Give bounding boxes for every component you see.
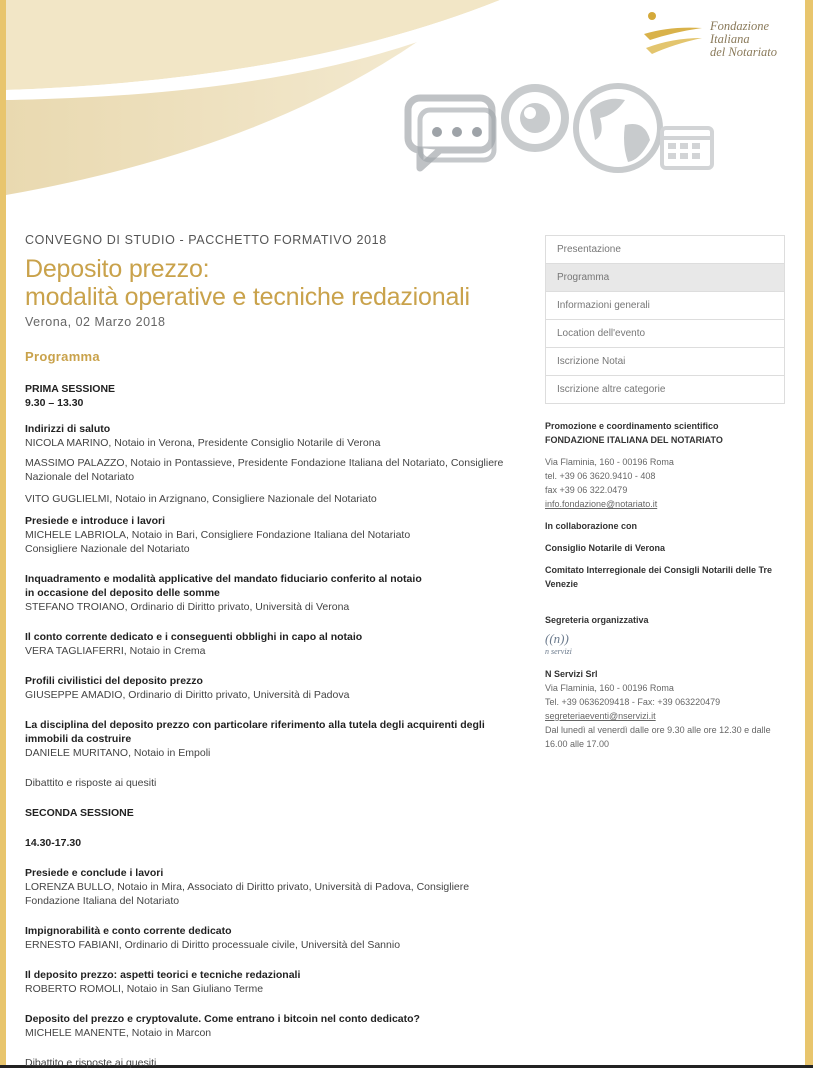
promo-org: FONDAZIONE ITALIANA DEL NOTARIATO <box>545 435 723 445</box>
program-item <box>25 1012 535 1040</box>
nav-programma[interactable]: Programma <box>546 264 784 292</box>
item-title: Impignorabilità e conto corrente dedicato <box>25 925 232 937</box>
main-content <box>25 233 535 1079</box>
session2-time: 14.30-17.30 <box>25 837 82 849</box>
nav-iscrizione-altre[interactable]: Iscrizione altre categorie <box>557 384 666 395</box>
debate-2: Dibattito e risposte ai quesiti <box>25 1057 157 1069</box>
session1-time: 9.30 – 13.30 <box>25 397 84 409</box>
collab-org1: Consiglio Notarile di Verona <box>545 543 666 553</box>
item-speaker-cont: Fondazione Italiana del Notariato <box>25 895 180 907</box>
item-speaker: MICHELE LABRIOLA, Notaio in Bari, Consigliere Fondazione Italiana del Notariato <box>25 529 411 541</box>
program-heading: Programma <box>25 349 100 364</box>
item-title: Presiede e introduce i lavori <box>25 515 166 527</box>
promo-heading: Promozione e coordinamento scientifico <box>545 421 719 431</box>
globe-icon <box>576 86 660 170</box>
nav-informazioni-generali[interactable]: Informazioni generali <box>546 292 784 320</box>
debate-block <box>25 776 535 790</box>
session1-title: PRIMA SESSIONE <box>25 383 116 395</box>
secretariat-heading: Segreteria organizzativa <box>545 615 649 625</box>
secretariat-address: Via Flaminia, 160 - 00196 Roma <box>545 683 674 693</box>
item-speaker: LORENZA BULLO, Notaio in Mira, Associato di Diritto privato, Università di Padova, Consigliere <box>25 881 470 893</box>
debate-1: Dibattito e risposte ai quesiti <box>25 777 157 789</box>
program-item <box>25 456 535 484</box>
collab-org2: Comitato Interregionale dei Consigli Notarili delle Tre <box>545 565 773 575</box>
item-speaker: VITO GUGLIELMI, Notaio in Arzignano, Consigliere Nazionale del Notariato <box>25 493 377 505</box>
program-item <box>25 422 535 450</box>
item-title-cont: immobili da costruire <box>25 733 132 745</box>
collab-org2-cont: Venezie <box>545 579 579 589</box>
item-title-cont: in occasione del deposito delle somme <box>25 587 220 599</box>
item-speaker: DANIELE MURITANO, Notaio in Empoli <box>25 747 211 759</box>
promo-email-link[interactable]: info.fondazione@notariato.it <box>545 499 658 509</box>
secretariat-name: N Servizi Srl <box>545 669 598 679</box>
item-speaker: GIUSEPPE AMADIO, Ordinario di Diritto privato, Università di Padova <box>25 689 350 701</box>
calendar-icon <box>662 128 712 168</box>
promo-tel: tel. +39 06 3620.9410 - 408 <box>545 471 656 481</box>
program-item <box>25 674 535 702</box>
promo-fax: fax +39 06 322.0479 <box>545 485 628 495</box>
session2-title: SECONDA SESSIONE <box>25 807 134 819</box>
item-title: Il deposito prezzo: aspetti teorici e tecniche redazionali <box>25 969 301 981</box>
item-title: Indirizzi di saluto <box>25 423 111 435</box>
nav-location[interactable]: Location dell'evento <box>546 320 784 348</box>
secretariat-hours: Dal lunedì al venerdì dalle ore 9.30 alle ore 12.30 e dalle <box>545 725 771 735</box>
title-line2: modalità operative e tecniche redazionali <box>25 283 470 311</box>
program-item <box>25 866 535 908</box>
secretariat-hours-cont: 16.00 alle 17.00 <box>545 739 610 749</box>
session2-block <box>25 806 535 820</box>
program-item <box>25 492 535 506</box>
program-item <box>25 968 535 996</box>
item-speaker: STEFANO TROIANO, Ordinario di Diritto privato, Università di Verona <box>25 601 350 613</box>
session2-time-block <box>25 836 535 850</box>
logo-line1: Fondazione <box>710 19 770 33</box>
collab-heading: In collaborazione con <box>545 521 638 531</box>
logo-line3: del Notariato <box>710 45 778 59</box>
program-item <box>25 630 535 658</box>
item-speaker: VERA TAGLIAFERRI, Notaio in Crema <box>25 645 206 657</box>
nav-iscrizione-notai[interactable]: Iscrizione Notai <box>546 348 784 376</box>
program-item <box>25 514 535 556</box>
program-list <box>25 382 535 1070</box>
item-speaker: ROBERTO ROMOLI, Notaio in San Giuliano Terme <box>25 983 264 995</box>
sidebar-nav <box>545 235 785 404</box>
promo-address: Via Flaminia, 160 - 00196 Roma <box>545 457 674 467</box>
item-title: Profili civilistici del deposito prezzo <box>25 675 203 687</box>
item-speaker-cont: Nazionale del Notariato <box>25 471 135 483</box>
event-kicker: CONVEGNO DI STUDIO - PACCHETTO FORMATIVO 2018 <box>25 233 387 247</box>
sidebar-info <box>545 419 785 751</box>
nservizi-logo-sub: n servizi <box>545 647 572 656</box>
program-item <box>25 572 535 614</box>
fondazione-logo[interactable] <box>640 12 790 67</box>
secretariat-phone: Tel. +39 0636209418 - Fax: +39 063220479 <box>545 697 721 707</box>
program-item <box>25 924 535 952</box>
item-title: Deposito del prezzo e cryptovalute. Come entrano i bitcoin nel conto dedicato? <box>25 1013 420 1025</box>
item-speaker: MASSIMO PALAZZO, Notaio in Pontassieve, Presidente Fondazione Italiana del Notariato, Consigliere <box>25 457 504 469</box>
item-title: Inquadramento e modalità applicative del mandato fiduciario conferito al notaio <box>25 573 422 585</box>
item-speaker: ERNESTO FABIANI, Ordinario di Diritto processuale civile, Università del Sannio <box>25 939 401 951</box>
item-speaker: NICOLA MARINO, Notaio in Verona, Presidente Consiglio Notarile di Verona <box>25 437 381 449</box>
nav-presentazione[interactable]: Presentazione <box>546 236 784 264</box>
item-title: La disciplina del deposito prezzo con particolare riferimento alla tutela degli acquirenti degli <box>25 719 485 731</box>
item-title: Presiede e conclude i lavori <box>25 867 164 879</box>
secretariat-email-link[interactable]: segreteriaeventi@nservizi.it <box>545 711 656 721</box>
sidebar <box>545 235 785 751</box>
page-title <box>25 255 535 311</box>
item-title: Il conto corrente dedicato e i conseguenti obblighi in capo al notaio <box>25 631 363 643</box>
chat-icon <box>408 98 494 168</box>
title-line1: Deposito prezzo: <box>25 255 210 283</box>
item-speaker: MICHELE MANENTE, Notaio in Marcon <box>25 1027 212 1039</box>
nservizi-logo-mark: ((n)) <box>545 631 569 646</box>
program-item <box>25 718 535 760</box>
logo-line2: Italiana <box>710 32 750 46</box>
event-date: Verona, 02 Marzo 2018 <box>25 315 166 329</box>
eye-icon <box>505 88 565 148</box>
logo-mark-icon <box>640 12 706 67</box>
nservizi-logo <box>545 631 589 661</box>
item-speaker-cont: Consigliere Nazionale del Notariato <box>25 543 190 555</box>
